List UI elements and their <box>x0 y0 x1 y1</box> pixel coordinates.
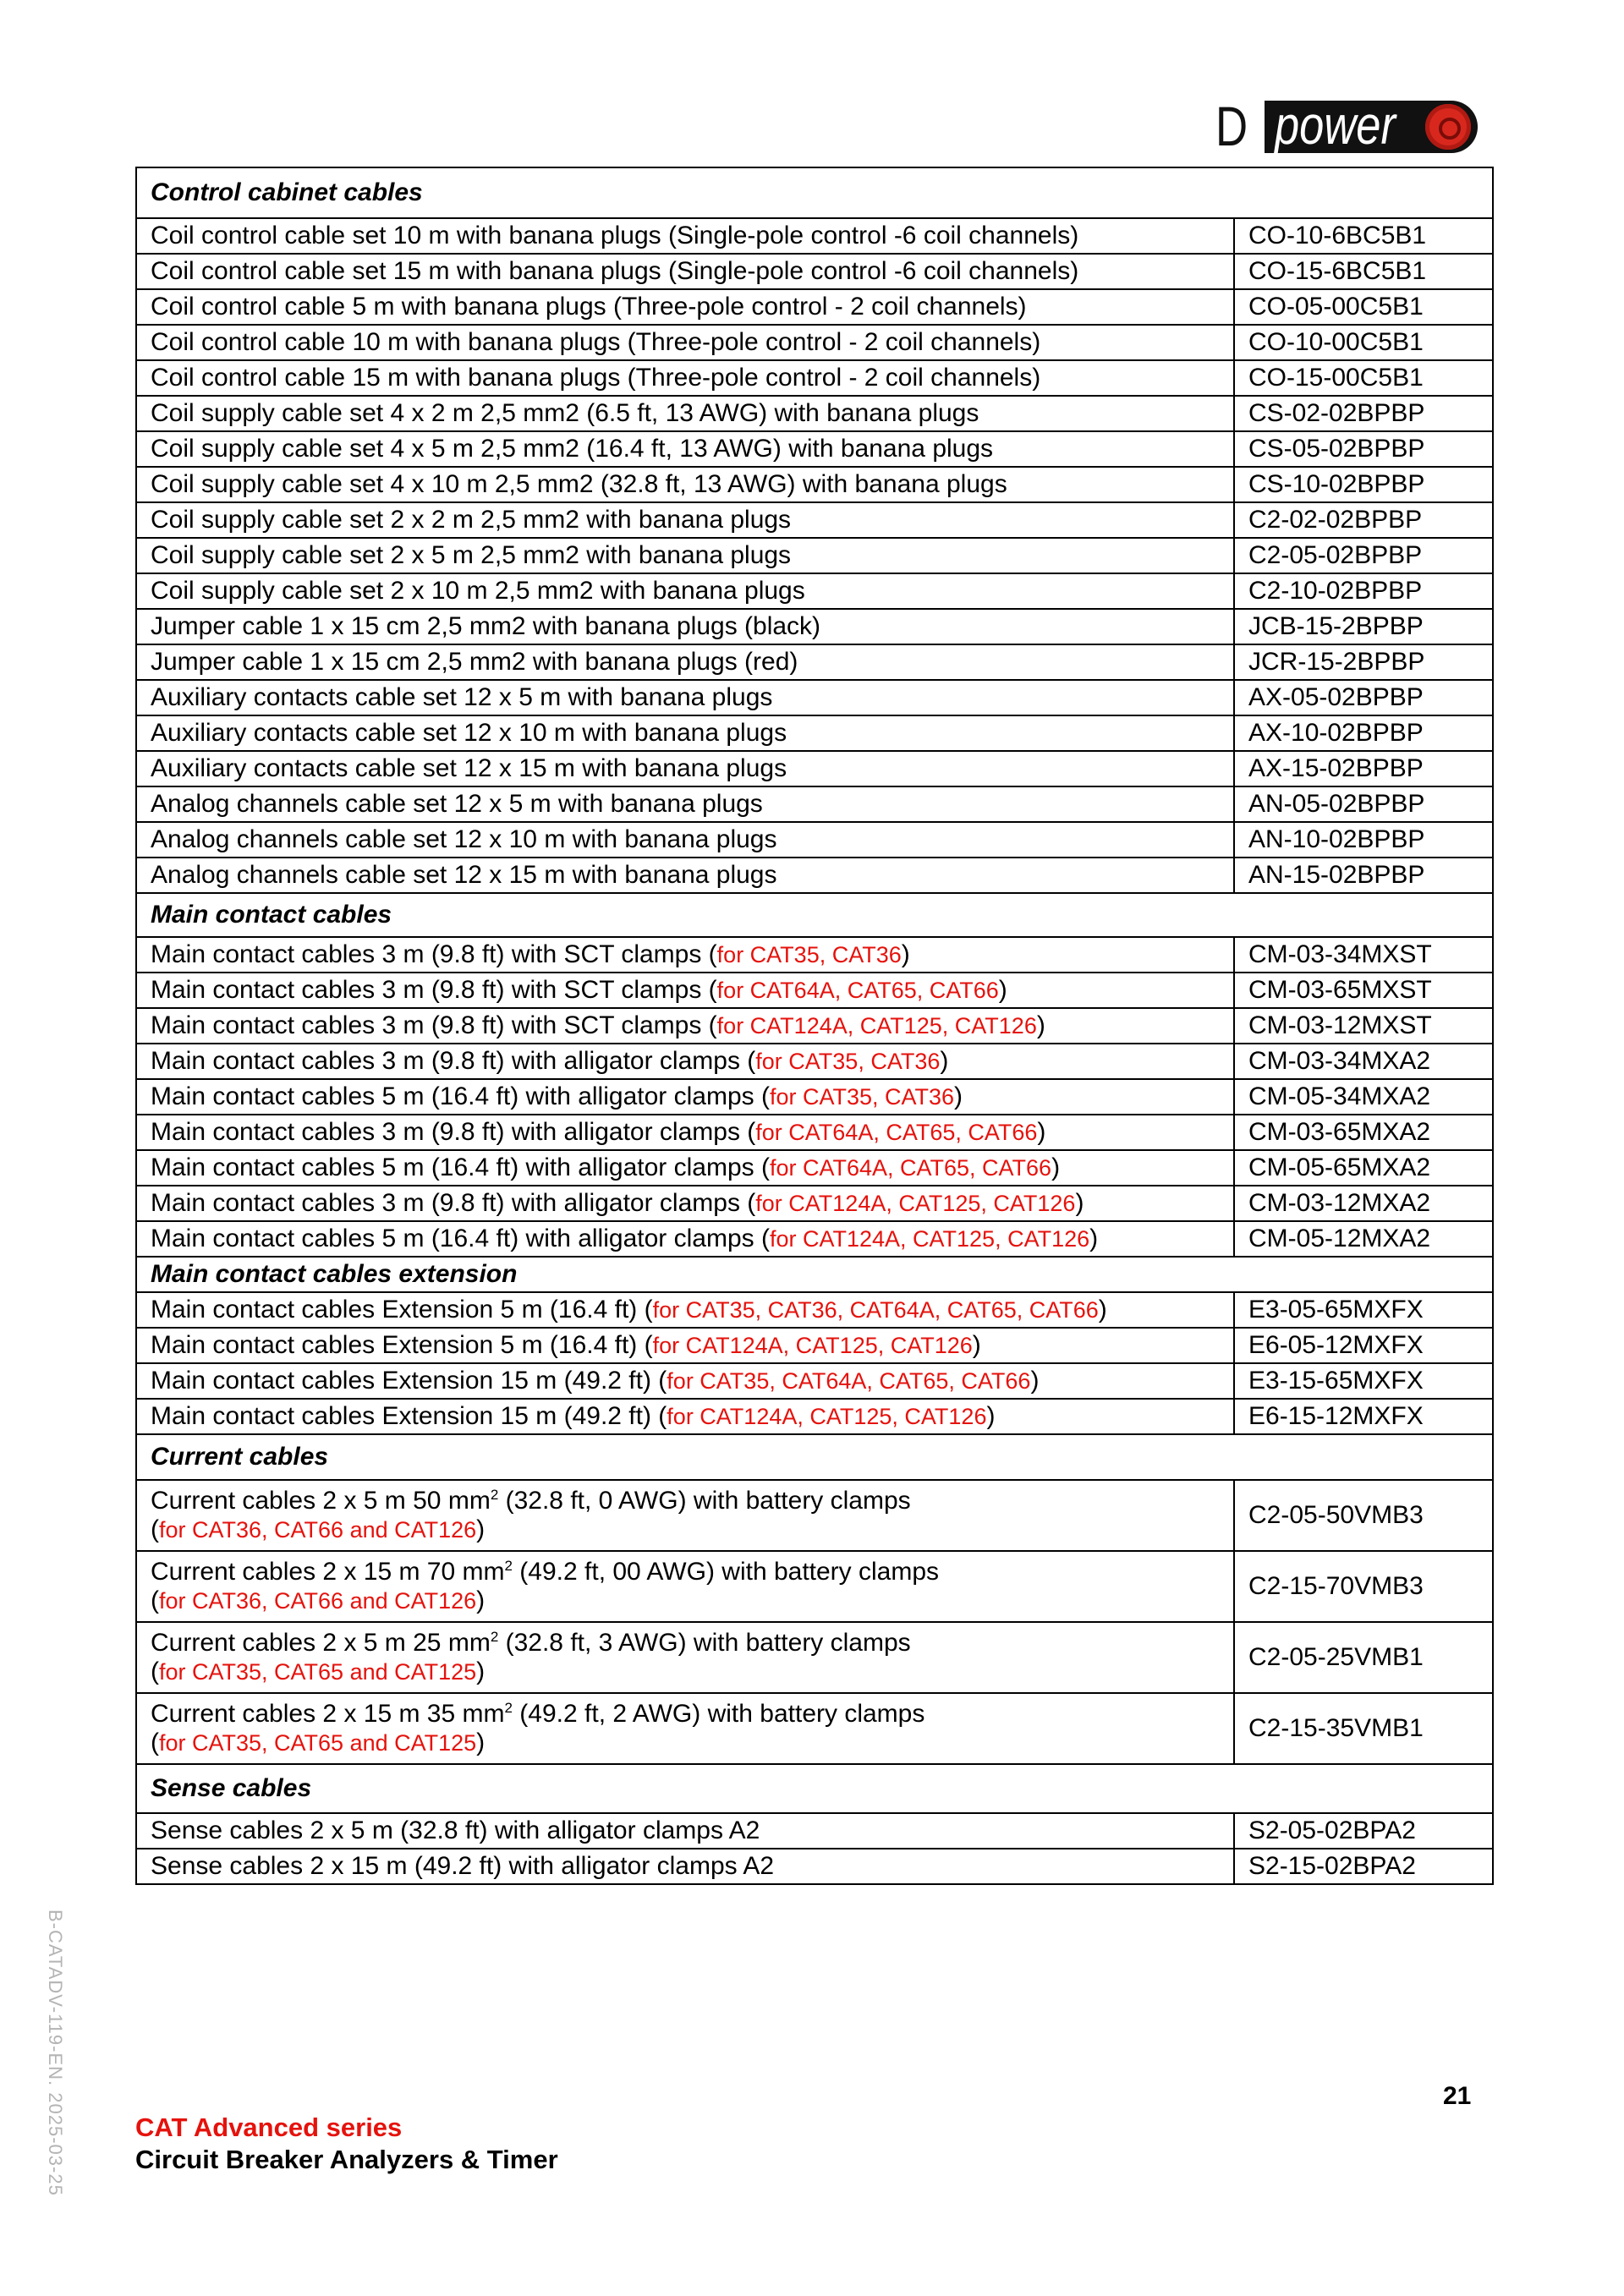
description-text: Auxiliary contacts cable set 12 x 10 m with banana plugs <box>151 719 787 747</box>
description-text: Main contact cables 5 m (16.4 ft) with alligator clamps ( <box>151 1082 770 1110</box>
description-text: Analog channels cable set 12 x 5 m with banana plugs <box>151 790 763 818</box>
cable-description <box>136 1849 1234 1884</box>
order-code: C2-02-02BPBP <box>1234 502 1493 538</box>
table-row <box>136 1221 1493 1257</box>
order-code: CS-02-02BPBP <box>1234 396 1493 431</box>
section-title: Main contact cables extension <box>136 1257 1493 1292</box>
description-text: Current cables 2 x 5 m 25 mm <box>151 1629 491 1657</box>
table-row <box>136 715 1493 751</box>
order-code: CS-10-02BPBP <box>1234 467 1493 502</box>
order-code: JCR-15-2BPBP <box>1234 644 1493 680</box>
description-text: Coil control cable set 10 m with banana plugs (Single-pole control -6 coil channels) <box>151 222 1079 249</box>
table-row <box>136 822 1493 858</box>
order-code: CS-05-02BPBP <box>1234 431 1493 467</box>
order-code: E6-15-12MXFX <box>1234 1399 1493 1434</box>
cable-description: Current cables 2 x 5 m 50 $mm^2$ (32.8 ft, 0 AWG) with battery clamps (for CAT36, CAT66 and CAT126) <box>136 1480 1234 1551</box>
table-row <box>136 1186 1493 1221</box>
compatibility-note: for CAT35, CAT64A, CAT65, CAT66 <box>667 1368 1031 1394</box>
table-row <box>136 1399 1493 1434</box>
order-code: CM-03-12MXA2 <box>1234 1186 1493 1221</box>
order-code: C2-05-50VMB3 <box>1234 1480 1493 1551</box>
description-text: ) <box>954 1082 963 1110</box>
description-text: (49.2 ft, 2 AWG) with battery clamps <box>512 1700 925 1728</box>
description-text: (49.2 ft, 00 AWG) with battery clamps <box>512 1558 940 1586</box>
table-row <box>136 609 1493 644</box>
compatibility-note: for CAT35, CAT36, CAT64A, CAT65, CAT66 <box>652 1297 1099 1323</box>
compatibility-note: for CAT64A, CAT65, CAT66 <box>716 978 999 1003</box>
table-row <box>136 431 1493 467</box>
description-text: ) <box>986 1402 996 1430</box>
table-row <box>136 1328 1493 1363</box>
description-text: ) <box>1037 1118 1046 1146</box>
description-text: Coil control cable 5 m with banana plugs (Three-pole control - 2 coil channels) <box>151 293 1027 321</box>
description-text: Main contact cables 3 m (9.8 ft) with SCT clamps ( <box>151 940 717 968</box>
table-row <box>136 973 1493 1008</box>
cable-description <box>136 538 1234 573</box>
description-text: Coil supply cable set 4 x 2 m 2,5 mm2 (6.5 ft, 13 AWG) with banana plugs <box>151 399 979 427</box>
table-row <box>136 680 1493 715</box>
table-row <box>136 937 1493 973</box>
cable-description <box>136 254 1234 289</box>
table-row <box>136 644 1493 680</box>
order-code: AN-10-02BPBP <box>1234 822 1493 858</box>
table-row <box>136 1363 1493 1399</box>
description-text: Auxiliary contacts cable set 12 x 15 m with banana plugs <box>151 754 787 782</box>
footer-series: CAT Advanced series <box>135 2112 403 2142</box>
compatibility-note: for CAT35, CAT36 <box>716 942 902 967</box>
description-text: Analog channels cable set 12 x 10 m with banana plugs <box>151 825 777 853</box>
table-row <box>136 1551 1493 1622</box>
compatibility-note: for CAT35, CAT65 and CAT125 <box>159 1730 477 1756</box>
table-row <box>136 254 1493 289</box>
cable-description: Current cables 2 x 5 m 25 $mm^2$ (32.8 ft, 3 AWG) with battery clamps (for CAT35, CAT65 and CAT125) <box>136 1622 1234 1693</box>
cable-description <box>136 822 1234 858</box>
table-row <box>136 1480 1493 1551</box>
cable-description: Current cables 2 x 15 m 70 $mm^2$ (49.2 ft, 00 AWG) with battery clamps (for CAT36, CAT66 and CAT126) <box>136 1551 1234 1622</box>
description-text: Coil supply cable set 4 x 10 m 2,5 mm2 (32.8 ft, 13 AWG) with banana plugs <box>151 470 1007 498</box>
order-code: CO-05-00C5B1 <box>1234 289 1493 325</box>
compatibility-note: for CAT124A, CAT125, CAT126 <box>667 1404 987 1429</box>
order-code: E3-15-65MXFX <box>1234 1363 1493 1399</box>
cables-table <box>135 167 1494 1885</box>
order-code: CM-03-34MXST <box>1234 937 1493 973</box>
cable-description <box>136 937 1234 973</box>
compatibility-note: for CAT35, CAT36 <box>755 1049 941 1074</box>
description-text: ) <box>1036 1011 1045 1039</box>
order-code: CM-03-65MXA2 <box>1234 1115 1493 1150</box>
table-row <box>136 1292 1493 1328</box>
section-title: Main contact cables <box>136 893 1493 937</box>
cable-description <box>136 609 1234 644</box>
cable-description <box>136 1328 1234 1363</box>
cable-description <box>136 786 1234 822</box>
table-row <box>136 751 1493 786</box>
cable-description <box>136 1363 1234 1399</box>
table-row <box>136 538 1493 573</box>
cable-description <box>136 680 1234 715</box>
compatibility-note: for CAT35, CAT36 <box>769 1084 955 1110</box>
table-row <box>136 1813 1493 1849</box>
order-code: CM-03-65MXST <box>1234 973 1493 1008</box>
description-text: Current cables 2 x 15 m 35 mm <box>151 1700 505 1728</box>
description-text: Main contact cables Extension 5 m (16.4 ft) ( <box>151 1296 653 1323</box>
description-text: Jumper cable 1 x 15 cm 2,5 mm2 with banana plugs (red) <box>151 648 798 676</box>
cable-description <box>136 467 1234 502</box>
table-row <box>136 1622 1493 1693</box>
order-code: CO-15-00C5B1 <box>1234 360 1493 396</box>
order-code: CO-15-6BC5B1 <box>1234 254 1493 289</box>
description-text: Main contact cables 3 m (9.8 ft) with SCT clamps ( <box>151 976 717 1004</box>
order-code: C2-05-25VMB1 <box>1234 1622 1493 1693</box>
cable-description <box>136 1079 1234 1115</box>
cable-description <box>136 751 1234 786</box>
section-title: Sense cables <box>136 1764 1493 1813</box>
table-row <box>136 1008 1493 1044</box>
cable-description <box>136 1044 1234 1079</box>
description-text: Auxiliary contacts cable set 12 x 5 m with banana plugs <box>151 683 773 711</box>
table-row <box>136 1693 1493 1764</box>
description-text: Analog channels cable set 12 x 15 m with banana plugs <box>151 861 777 889</box>
description-text: (32.8 ft, 3 AWG) with battery clamps <box>498 1629 911 1657</box>
cable-description <box>136 218 1234 254</box>
order-code: AN-15-02BPBP <box>1234 858 1493 893</box>
cable-description <box>136 1150 1234 1186</box>
order-code: CM-03-12MXST <box>1234 1008 1493 1044</box>
description-text: Coil supply cable set 2 x 2 m 2,5 mm2 with banana plugs <box>151 506 792 534</box>
compatibility-note: for CAT124A, CAT125, CAT126 <box>716 1013 1037 1038</box>
cable-description <box>136 573 1234 609</box>
description-text: Main contact cables 3 m (9.8 ft) with SCT clamps ( <box>151 1011 717 1039</box>
compatibility-note: for CAT36, CAT66 and CAT126 <box>159 1517 477 1543</box>
superscript: 2 <box>504 1700 513 1716</box>
table-row <box>136 1115 1493 1150</box>
cable-description <box>136 502 1234 538</box>
description-text: Coil supply cable set 2 x 10 m 2,5 mm2 with banana plugs <box>151 577 805 605</box>
table-row <box>136 786 1493 822</box>
cable-description <box>136 1008 1234 1044</box>
superscript: 2 <box>504 1558 513 1574</box>
description-text: Main contact cables Extension 15 m (49.2 ft) ( <box>151 1402 667 1430</box>
description-text: Main contact cables Extension 5 m (16.4 ft) ( <box>151 1331 653 1359</box>
description-text: Main contact cables 3 m (9.8 ft) with alligator clamps ( <box>151 1118 756 1146</box>
section-title: Control cabinet cables <box>136 167 1493 218</box>
order-code: AX-10-02BPBP <box>1234 715 1493 751</box>
compatibility-note: for CAT35, CAT65 and CAT125 <box>159 1659 477 1685</box>
description-text: Sense cables 2 x 15 m (49.2 ft) with alligator clamps A2 <box>151 1852 775 1880</box>
table-row <box>136 218 1493 254</box>
order-code: CM-05-12MXA2 <box>1234 1221 1493 1257</box>
cable-description <box>136 1186 1234 1221</box>
description-text: ) <box>1089 1225 1099 1252</box>
description-text: Coil supply cable set 4 x 5 m 2,5 mm2 (16.4 ft, 13 AWG) with banana plugs <box>151 435 994 463</box>
footer-subtitle: Circuit Breaker Analyzers & Timer <box>135 2145 558 2174</box>
table-row <box>136 360 1493 396</box>
table-row <box>136 1150 1493 1186</box>
cable-description <box>136 396 1234 431</box>
description-text: ) <box>998 976 1007 1004</box>
description-text: ) <box>1030 1367 1040 1395</box>
compatibility-note: for CAT124A, CAT125, CAT126 <box>755 1191 1076 1216</box>
table-row <box>136 573 1493 609</box>
order-code: C2-15-70VMB3 <box>1234 1551 1493 1622</box>
description-text: (32.8 ft, 0 AWG) with battery clamps <box>498 1487 911 1515</box>
order-code: C2-05-02BPBP <box>1234 538 1493 573</box>
description-text: Current cables 2 x 15 m 70 mm <box>151 1558 505 1586</box>
table-row <box>136 858 1493 893</box>
section-header <box>136 167 1493 218</box>
cable-description <box>136 644 1234 680</box>
description-text: ) <box>1075 1189 1084 1217</box>
order-code: E3-05-65MXFX <box>1234 1292 1493 1328</box>
description-text: Main contact cables 5 m (16.4 ft) with alligator clamps ( <box>151 1225 770 1252</box>
table-row <box>136 1079 1493 1115</box>
document-code: B-CATADV-119-EN. 2025-03-25 <box>45 1910 66 2196</box>
cable-description <box>136 715 1234 751</box>
table-row <box>136 1044 1493 1079</box>
description-text: Coil control cable 15 m with banana plugs (Three-pole control - 2 coil channels) <box>151 364 1041 392</box>
description-text: ) <box>1051 1153 1061 1181</box>
dv-power-logo: D power <box>1215 96 1478 156</box>
description-text: Coil supply cable set 2 x 5 m 2,5 mm2 with banana plugs <box>151 541 792 569</box>
cable-description: Current cables 2 x 15 m 35 $mm^2$ (49.2 ft, 2 AWG) with battery clamps (for CAT35, CAT65 and CAT125) <box>136 1693 1234 1764</box>
table-row <box>136 289 1493 325</box>
compatibility-note: for CAT64A, CAT65, CAT66 <box>755 1120 1038 1145</box>
order-code: C2-10-02BPBP <box>1234 573 1493 609</box>
cable-description <box>136 325 1234 360</box>
cable-description <box>136 858 1234 893</box>
description-text: Main contact cables 5 m (16.4 ft) with alligator clamps ( <box>151 1153 770 1181</box>
cable-description <box>136 360 1234 396</box>
description-text: Main contact cables 3 m (9.8 ft) with alligator clamps ( <box>151 1189 756 1217</box>
order-code: S2-05-02BPA2 <box>1234 1813 1493 1849</box>
description-text: Current cables 2 x 5 m 50 mm <box>151 1487 491 1515</box>
description-text: Jumper cable 1 x 15 cm 2,5 mm2 with banana plugs (black) <box>151 612 821 640</box>
superscript: 2 <box>490 1487 499 1503</box>
table-row <box>136 1849 1493 1884</box>
description-text: Main contact cables Extension 15 m (49.2 ft) ( <box>151 1367 667 1395</box>
description-text: ) <box>940 1047 949 1075</box>
description-text: ) <box>972 1331 981 1359</box>
compatibility-note: for CAT64A, CAT65, CAT66 <box>769 1155 1052 1181</box>
description-text: Sense cables 2 x 5 m (32.8 ft) with alligator clamps A2 <box>151 1817 760 1844</box>
order-code: C2-15-35VMB1 <box>1234 1693 1493 1764</box>
description-text: Coil control cable set 15 m with banana plugs (Single-pole control -6 coil channels) <box>151 257 1079 285</box>
order-code: CO-10-00C5B1 <box>1234 325 1493 360</box>
description-text: Main contact cables 3 m (9.8 ft) with alligator clamps ( <box>151 1047 756 1075</box>
order-code: CM-05-65MXA2 <box>1234 1150 1493 1186</box>
compatibility-note: for CAT124A, CAT125, CAT126 <box>769 1226 1090 1252</box>
cable-description <box>136 1399 1234 1434</box>
order-code: AN-05-02BPBP <box>1234 786 1493 822</box>
section-header <box>136 893 1493 937</box>
cable-description <box>136 431 1234 467</box>
order-code: JCB-15-2BPBP <box>1234 609 1493 644</box>
section-header <box>136 1434 1493 1480</box>
order-code: AX-05-02BPBP <box>1234 680 1493 715</box>
table-row <box>136 396 1493 431</box>
cable-description <box>136 1813 1234 1849</box>
superscript: 2 <box>490 1629 499 1645</box>
order-code: AX-15-02BPBP <box>1234 751 1493 786</box>
compatibility-note: for CAT36, CAT66 and CAT126 <box>159 1588 477 1614</box>
section-title: Current cables <box>136 1434 1493 1480</box>
section-header <box>136 1764 1493 1813</box>
description-text: ) <box>1098 1296 1107 1323</box>
order-code: S2-15-02BPA2 <box>1234 1849 1493 1884</box>
description-text: Coil control cable 10 m with banana plugs (Three-pole control - 2 coil channels) <box>151 328 1041 356</box>
rose-icon <box>1425 104 1471 150</box>
order-code: CM-05-34MXA2 <box>1234 1079 1493 1115</box>
description-text: ) <box>901 940 910 968</box>
compatibility-note: for CAT124A, CAT125, CAT126 <box>652 1333 973 1358</box>
table-row <box>136 325 1493 360</box>
order-code: CO-10-6BC5B1 <box>1234 218 1493 254</box>
cable-description <box>136 289 1234 325</box>
section-header <box>136 1257 1493 1292</box>
cable-description <box>136 1221 1234 1257</box>
cable-description <box>136 973 1234 1008</box>
table-row <box>136 467 1493 502</box>
table-row <box>136 502 1493 538</box>
order-code: E6-05-12MXFX <box>1234 1328 1493 1363</box>
page-number: 21 <box>1443 2082 1472 2110</box>
cable-description <box>136 1115 1234 1150</box>
order-code: CM-03-34MXA2 <box>1234 1044 1493 1079</box>
cable-description <box>136 1292 1234 1328</box>
